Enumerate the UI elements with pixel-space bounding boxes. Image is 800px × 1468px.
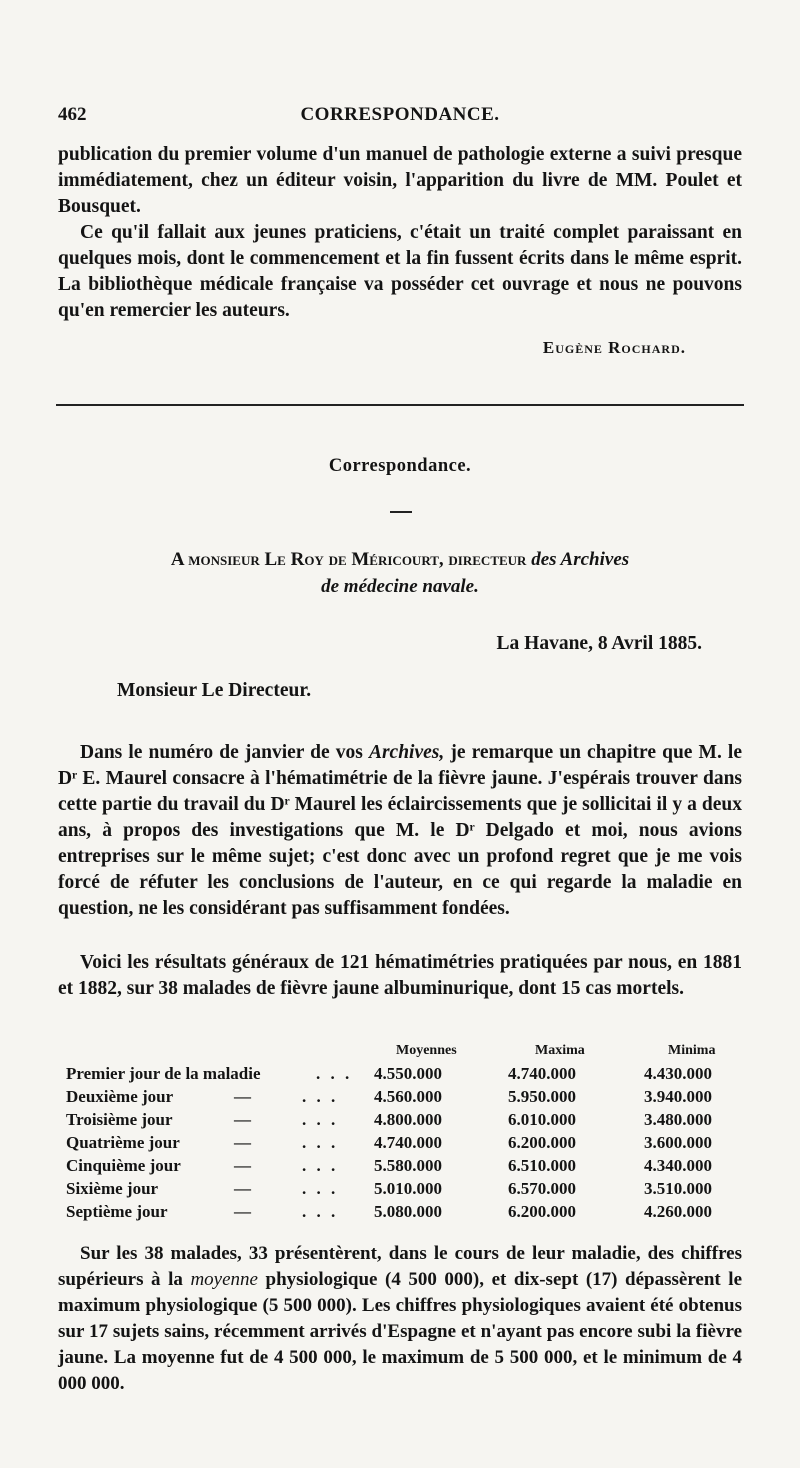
- address-prefix: A monsieur: [170, 549, 260, 570]
- row-dots: . . .: [302, 1156, 339, 1175]
- cell-maximum: 6.200.000: [508, 1133, 576, 1152]
- salutation: Monsieur Le Directeur.: [117, 680, 312, 701]
- row-dash: —: [234, 1156, 251, 1175]
- italic-run: moyenne: [190, 1269, 258, 1290]
- cell-moyenne: 4.800.000: [374, 1110, 442, 1129]
- cell-minimum: 3.480.000: [644, 1110, 712, 1129]
- text-run: Sur les 38 malades, 33 présentèrent, dans le cours de leur maladie, des chiffres supérieurs à la: [58, 1243, 742, 1290]
- cell-maximum: 6.570.000: [508, 1179, 576, 1198]
- row-dash: —: [234, 1179, 251, 1198]
- paragraph-line: Ce qu'il fallait aux jeunes praticiens, c'était un traité complet paraissant en quelques mois, dont le commencement et la fin fussent écrits dans le même esprit. La bibliothèque médicale française va posséder cet ouvrage et nous ne pouvons qu'en remercier les auteurs.: [58, 222, 742, 321]
- cell-maximum: 6.510.000: [508, 1156, 576, 1175]
- row-label: Premier jour de la maladie: [66, 1064, 261, 1083]
- addressee-name: Le Roy de Méricourt: [264, 549, 439, 570]
- running-title: CORRESPONDANCE.: [300, 104, 500, 125]
- journal-name-cont: de médecine navale.: [321, 576, 479, 597]
- cell-moyenne: 5.580.000: [374, 1156, 442, 1175]
- row-dots: . . .: [302, 1110, 339, 1129]
- signature: Eugène Rochard.: [542, 338, 686, 357]
- cell-moyenne: 4.560.000: [374, 1087, 442, 1106]
- section-title: Correspondance.: [328, 456, 472, 476]
- cell-minimum: 3.510.000: [644, 1179, 712, 1198]
- row-label: Septième jour: [66, 1202, 168, 1221]
- row-label: Cinquième jour: [66, 1156, 181, 1175]
- addressee-role: , directeur: [438, 549, 527, 570]
- table-row: [66, 1133, 746, 1156]
- row-dots: . . .: [302, 1179, 339, 1198]
- row-dots: . . .: [302, 1133, 339, 1152]
- column-header-minima: Minima: [668, 1043, 716, 1058]
- row-label: Quatrième jour: [66, 1133, 180, 1152]
- cell-minimum: 3.600.000: [644, 1133, 712, 1152]
- cell-minimum: 3.940.000: [644, 1087, 712, 1106]
- row-dash: —: [234, 1133, 251, 1152]
- table-row: [66, 1202, 746, 1225]
- cell-minimum: 4.340.000: [644, 1156, 712, 1175]
- row-dots: . . .: [302, 1087, 339, 1106]
- row-label: Deuxième jour: [66, 1087, 174, 1106]
- row-label: Sixième jour: [66, 1179, 159, 1198]
- table-row: [66, 1064, 746, 1087]
- row-label: Troisième jour: [66, 1110, 173, 1129]
- row-dash: —: [234, 1202, 251, 1221]
- running-header: [58, 104, 742, 134]
- letter-address: [80, 546, 720, 600]
- italic-run: Archives,: [368, 742, 445, 763]
- row-dash: —: [234, 1110, 251, 1129]
- table-row: [66, 1179, 746, 1202]
- text-run: Dans le numéro de janvier de vos: [80, 742, 369, 763]
- cell-minimum: 4.260.000: [644, 1202, 712, 1221]
- paragraph-analysis: [58, 1241, 742, 1397]
- row-dots: . . .: [316, 1064, 353, 1083]
- column-header-moyennes: Moyennes: [396, 1043, 457, 1058]
- cell-moyenne: 4.550.000: [374, 1064, 442, 1083]
- table-row: [66, 1087, 746, 1110]
- row-dots: . . .: [302, 1202, 339, 1221]
- cell-moyenne: 5.080.000: [374, 1202, 442, 1221]
- paragraph-results-intro: Voici les résultats généraux de 121 hématimétries pratiquées par nous, en 1881 et 1882, sur 38 malades de fièvre jaune albuminurique, dont 15 cas mortels.: [58, 952, 742, 999]
- paragraph-letter-intro: [58, 740, 742, 922]
- cell-maximum: 6.010.000: [508, 1110, 576, 1129]
- text-run: physiologique (4 500 000), et dix-sept (17) dépassèrent le maximum physiologique (5 500 000). Les chiffres physiologiques avaient été obtenus sur 17 sujets sains, récemment arrivés d'Espagne et n'ayant pas encore subi la fièvre jaune. La moyenne fut de 4 500 000, le maximum de 5 500 000, et le minimum de 4 000 000.: [58, 1269, 742, 1394]
- paragraph-line: publication du premier volume d'un manuel de pathologie externe a suivi presque immédiatement, chez un éditeur voisin, l'apparition du livre de MM. Poulet et Bousquet.: [58, 144, 742, 217]
- journal-name: des Archives: [531, 549, 630, 570]
- table-row: [66, 1156, 746, 1179]
- cell-moyenne: 5.010.000: [374, 1179, 442, 1198]
- cell-moyenne: 4.740.000: [374, 1133, 442, 1152]
- cell-maximum: 6.200.000: [508, 1202, 576, 1221]
- dateline: La Havane, 8 Avril 1885.: [496, 633, 702, 654]
- section-divider: [56, 404, 744, 406]
- cell-maximum: 4.740.000: [508, 1064, 576, 1083]
- column-header-maxima: Maxima: [535, 1043, 585, 1058]
- cell-minimum: 4.430.000: [644, 1064, 712, 1083]
- row-dash: —: [234, 1087, 251, 1106]
- title-dash: [390, 511, 412, 513]
- cell-maximum: 5.950.000: [508, 1087, 576, 1106]
- table-row: [66, 1110, 746, 1133]
- page-number: 462: [58, 104, 87, 125]
- text-run: je remarque un chapitre que M. le Dʳ E. Maurel consacre à l'hématimétrie de la fièvre jaune. J'espérais trouver dans cette partie du travail du Dʳ Maurel les éclaircissements que je sollicitai il y a deux ans, à propos des investigations que M. le Dʳ Delgado et moi, nous avions entreprises sur le même sujet; c'est donc avec un profond regret que je me vois forcé de réfuter les conclusions de l'auteur, en ce qui regarde la maladie en question, ne les considérant pas suffisamment fondées.: [58, 742, 742, 919]
- paragraph-book-review: [58, 142, 742, 324]
